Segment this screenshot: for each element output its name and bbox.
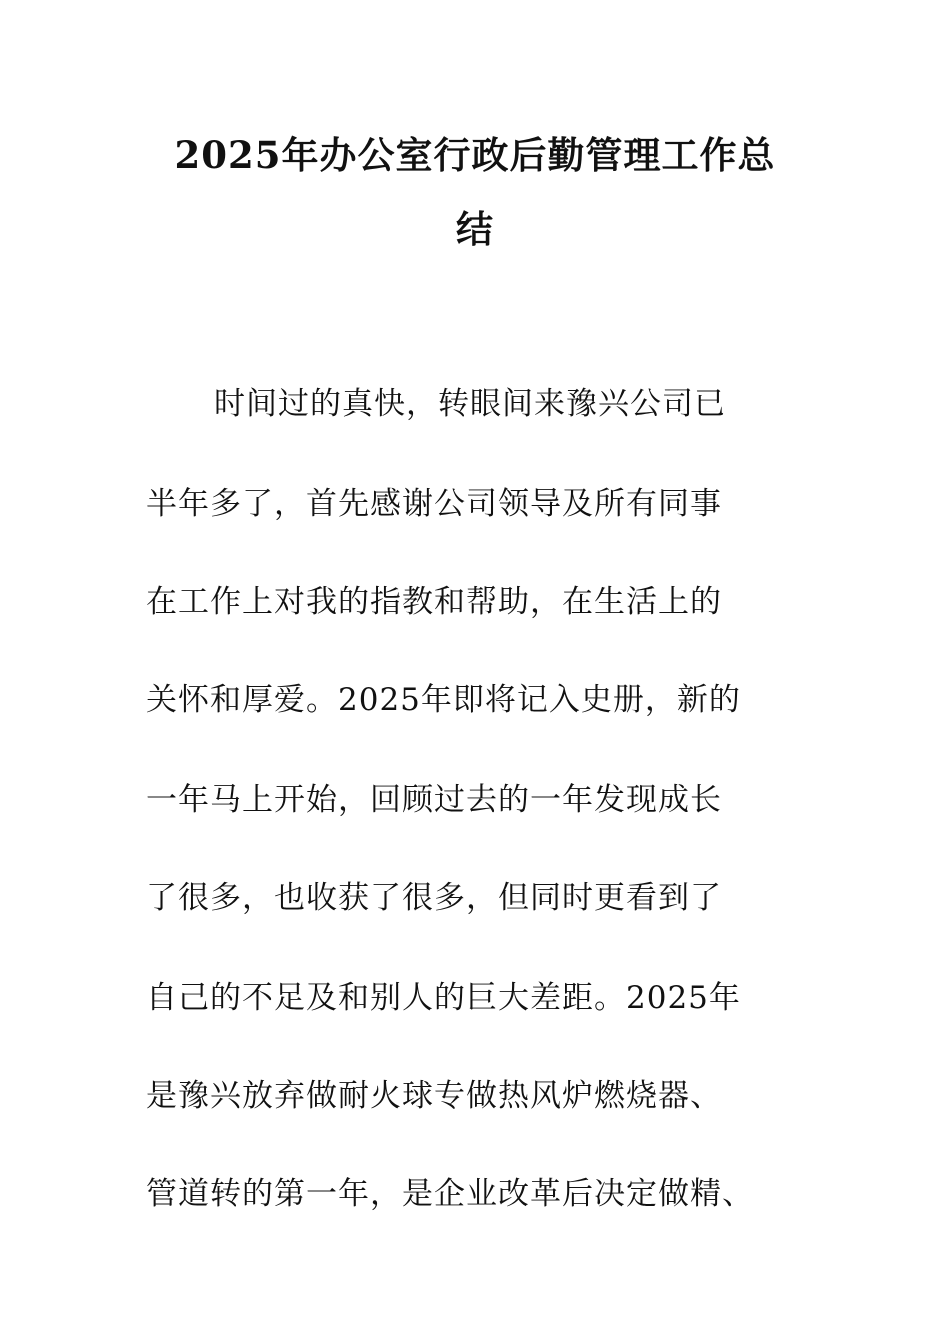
body-line-3: 在工作上对我的指教和帮助，在生活上的 xyxy=(146,584,722,620)
title-line-1: 2025年办公室行政后勤管理工作总 xyxy=(174,133,776,177)
title-line-2: 结 xyxy=(456,207,494,251)
body-line-8: 是豫兴放弃做耐火球专做热风炉燃烧器、 xyxy=(146,1078,722,1114)
body-line-1: 时间过的真快，转眼间来豫兴公司已 xyxy=(214,386,726,422)
body-line-2: 半年多了，首先感谢公司领导及所有同事 xyxy=(146,486,722,522)
body-line-7: 自己的不足及和别人的巨大差距。2025年 xyxy=(146,980,741,1016)
document-title xyxy=(150,118,800,266)
body-line-6: 了很多，也收获了很多，但同时更看到了 xyxy=(146,880,722,916)
body-line-5: 一年马上开始，回顾过去的一年发现成长 xyxy=(146,782,722,818)
body-line-4: 关怀和厚爱。2025年即将记入史册，新的 xyxy=(146,682,741,718)
body-line-9: 管道转的第一年，是企业改革后决定做精、 xyxy=(146,1176,754,1212)
